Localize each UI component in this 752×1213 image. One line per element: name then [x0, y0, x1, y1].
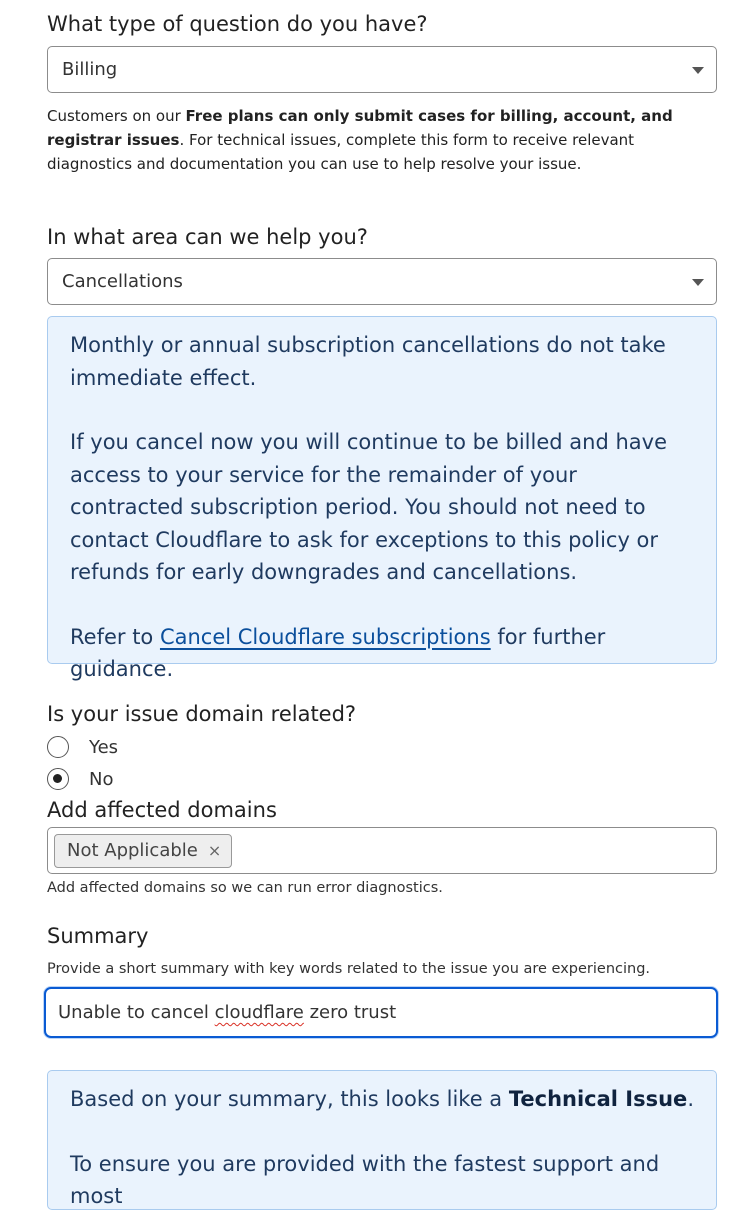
technical-notice: [47, 1070, 717, 1210]
help-prefix: Customers on our: [47, 107, 186, 125]
radio-no[interactable]: [47, 768, 69, 790]
question-type-help: [47, 104, 717, 176]
affected-domains-label-wrap: [47, 798, 277, 823]
help-suffix: . For technical issues, complete this form to receive relevant diagnostics and documentation you can use to help resolve your issue.: [47, 131, 635, 173]
technical-prefix: Based on your summary, this looks like a: [70, 1087, 509, 1111]
help-bold: Free plans can only submit cases for billing, account, and registrar issues: [47, 107, 673, 149]
caret-down-icon: [692, 67, 704, 74]
affected-domains-input[interactable]: [47, 827, 717, 874]
domain-tag: [54, 834, 232, 868]
refer-prefix: Refer to: [70, 624, 160, 649]
help-area-value: Cancellations: [62, 271, 183, 292]
question-type-value: Billing: [62, 59, 118, 80]
affected-domains-help: Add affected domains so we can run error diagnostics.: [47, 880, 443, 896]
cancellation-para-1: Monthly or annual subscription cancellations do not take immediate effect.: [70, 333, 666, 390]
radio-yes[interactable]: [47, 736, 69, 758]
domain-related-label-wrap: [47, 702, 356, 727]
summary-text-after: zero trust: [303, 1002, 397, 1023]
cancellation-refer: [70, 621, 694, 686]
summary-text-misspelled: cloudflare: [214, 1002, 304, 1023]
summary-label-wrap: [47, 924, 148, 949]
radio-no-label: No: [89, 768, 114, 790]
summary-help: Provide a short summary with key words related to the issue you are experiencing.: [47, 961, 651, 977]
domain-tag-label: Not Applicable: [67, 840, 198, 861]
summary-label: Summary: [47, 924, 149, 948]
cancel-subscriptions-link[interactable]: Cancel Cloudflare subscriptions: [159, 624, 491, 649]
summary-text-before: Unable to cancel: [58, 1002, 215, 1023]
help-area-select[interactable]: [47, 258, 717, 305]
technical-suffix: .: [687, 1087, 694, 1111]
question-type-label-wrap: [47, 12, 428, 37]
technical-notice-partial: To ensure you are provided with the fastest support and most: [70, 1151, 660, 1208]
affected-domains-label: Add affected domains: [47, 798, 277, 822]
radio-yes-label: Yes: [89, 736, 119, 758]
summary-input[interactable]: [44, 987, 718, 1038]
radio-option-no[interactable]: [47, 763, 118, 795]
question-type-select[interactable]: [47, 46, 717, 93]
technical-bold: Technical Issue: [508, 1087, 688, 1111]
cancellation-para-2: If you cancel now you will continue to be billed and have access to your service for the remainder of your contracted subscription period. You should not need to contact Cloudflare to ask for exceptions to this policy or refunds for early downgrades and cancellations.: [70, 430, 667, 584]
question-type-label: What type of question do you have?: [47, 12, 428, 36]
refer-suffix: for further guidance.: [70, 624, 606, 681]
radio-option-yes[interactable]: [47, 731, 118, 763]
help-area-label: In what area can we help you?: [47, 225, 368, 249]
domain-related-options: [47, 731, 118, 795]
domain-related-label: Is your issue domain related?: [47, 702, 357, 726]
caret-down-icon: [692, 279, 704, 286]
technical-notice-line: [70, 1083, 694, 1116]
cancellation-notice: [47, 316, 717, 681]
close-icon[interactable]: ×: [207, 841, 222, 860]
help-area-label-wrap: [47, 225, 368, 250]
